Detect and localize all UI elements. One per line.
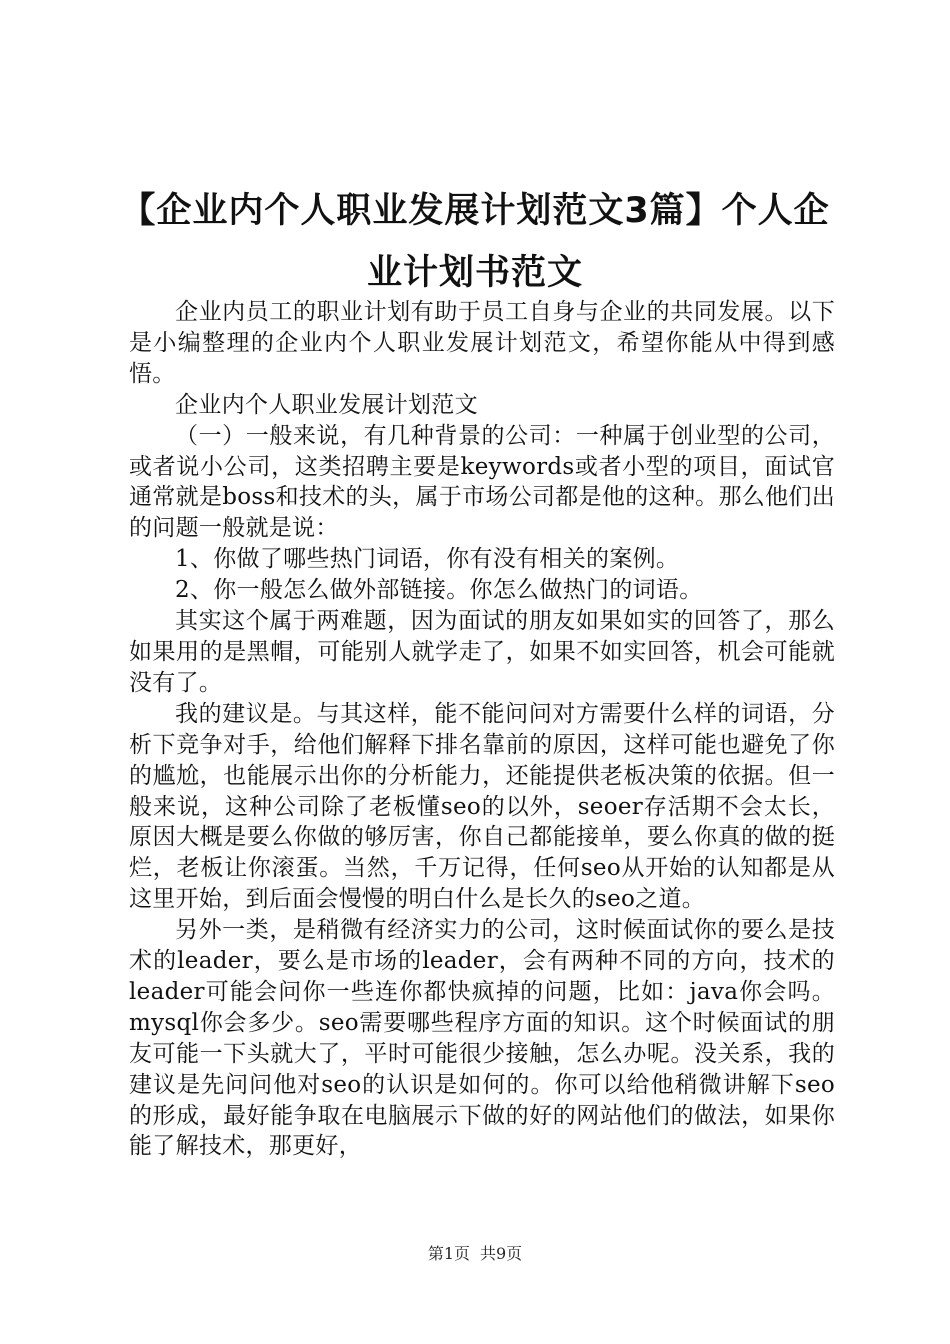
document-title: 【企业内个人职业发展计划范文3篇】个人企业计划书范文: [120, 191, 830, 293]
page-number: 第1页: [427, 1244, 470, 1263]
body-paragraph: 另外一类，是稍微有经济实力的公司，这时候面试你的要么是技术的leader，要么是市场的leader，会有两种不同的方向，技术的leader可能会问你一些连你都快疯掉的问题，比如：java你会吗。mysql你会多少。seo需要哪些程序方面的知识。这个时候面试的朋友可能一下头就大了，平时可能很少接触，怎么办呢。没关系，我的建议是先问问他对seo的认识是如何的。你可以给他稍微讲解下seo的形成，最好能争取在电脑展示下做的好的网站他们的做法，如果你能了解技术，那更好，: [129, 917, 835, 1160]
body-paragraph: 我的建议是。与其这样，能不能问问对方需要什么样的词语，分析下竞争对手，给他们解释下排名靠前的原因，这样可能也避免了你的尴尬，也能展示出你的分析能力，还能提供老板决策的依据。但一般来说，这种公司除了老板懂seo的以外，seoer存活期不会太长，原因大概是要么你做的够厉害，你自己都能接单，要么你真的做的挺烂，老板让你滚蛋。当然，千万记得，任何seo从开始的认知都是从这里开始，到后面会慢慢的明白什么是长久的seo之道。: [129, 700, 835, 913]
page-footer: [0, 1244, 950, 1264]
page-total: 共9页: [480, 1244, 523, 1263]
document-body: [129, 297, 835, 1162]
intro-paragraph: 企业内员工的职业计划有助于员工自身与企业的共同发展。以下是小编整理的企业内个人职业发展计划范文，希望你能从中得到感悟。: [129, 299, 835, 387]
list-item: 1、你做了哪些热门词语，你有没有相关的案例。: [175, 546, 680, 573]
list-item: 2、你一般怎么做外部链接。你怎么做热门的词语。: [175, 577, 703, 604]
section-heading: 企业内个人职业发展计划范文: [175, 391, 478, 418]
body-paragraph: 其实这个属于两难题，因为面试的朋友如果如实的回答了，那么如果用的是黑帽，可能别人就学走了，如果不如实回答，机会可能就没有了。: [129, 608, 835, 696]
body-paragraph: （一）一般来说，有几种背景的公司：一种属于创业型的公司，或者说小公司，这类招聘主要是keywords或者小型的项目，面试官通常就是boss和技术的头，属于市场公司都是他的这种。那么他们出的问题一般就是说：: [129, 422, 835, 542]
